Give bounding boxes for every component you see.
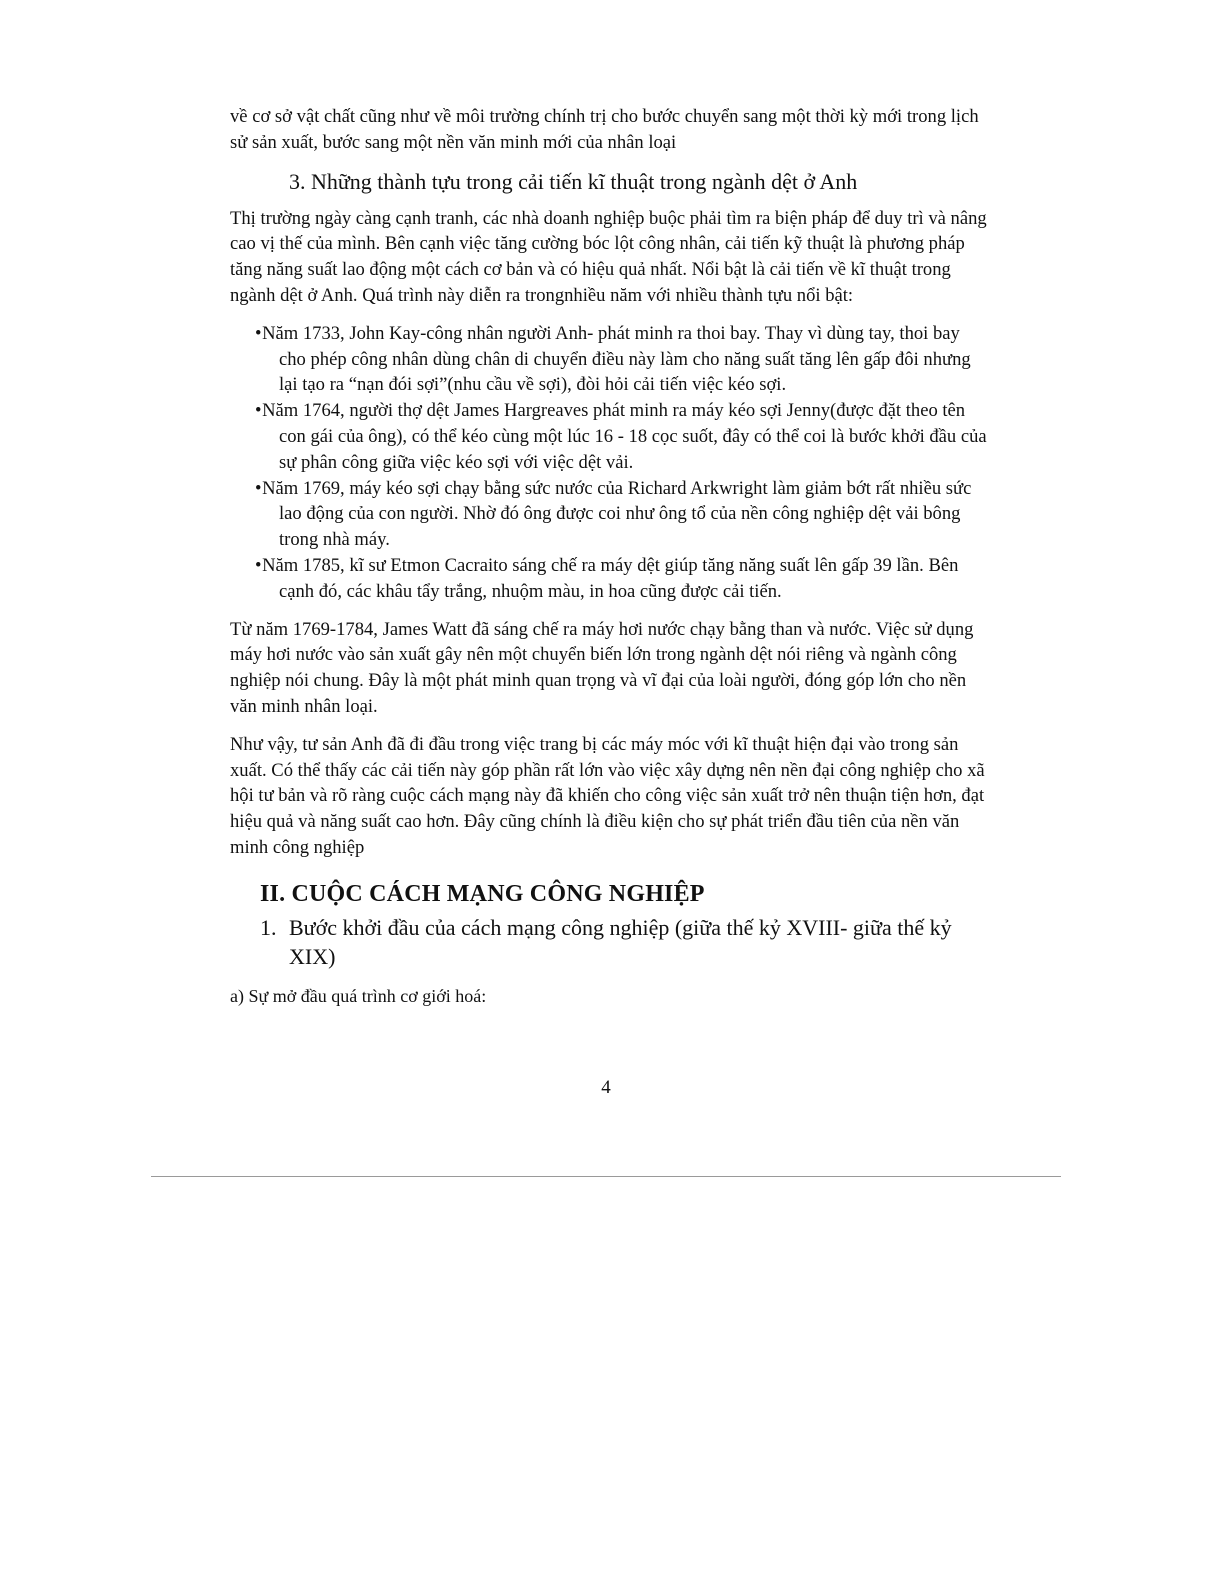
list-item (230, 321, 990, 398)
intro-paragraph: về cơ sở vật chất cũng như về môi trường chính trị cho bước chuyển sang một thời kỳ mới trong lịch sử sản xuất, bước sang một nền văn minh mới của nhân loại (230, 106, 979, 153)
heading-number: 1. (260, 914, 277, 940)
bullet-icon: • (255, 554, 262, 576)
bullet-icon: • (255, 400, 262, 422)
section-3-heading: 3. Những thành tựu trong cải tiến kĩ thuật trong ngành dệt ở Anh (289, 168, 858, 194)
section-3-paragraph-2: Từ năm 1769-1784, James Watt đã sáng chế ra máy hơi nước chạy bằng than và nước. Việc sử dụng máy hơi nước vào sản xuất gây nên một chuyển biến lớn trong ngành dệt nói riêng và ngành công nghiệp nói chung. Đây là một phát minh quan trọng và vĩ đại của loài người, đóng góp lớn cho nền văn minh nhân loại. (230, 618, 974, 717)
section-ii-1-heading (260, 913, 989, 971)
achievements-list (230, 321, 990, 605)
document-page (230, 104, 990, 1009)
subsection-a-label: a) Sự mở đầu quá trình cơ giới hoá: (230, 985, 487, 1006)
page-number: 4 (601, 1077, 611, 1098)
list-item-text: Năm 1764, người thợ dệt James Hargreaves phát minh ra máy kéo sợi Jenny(được đặt theo tên con gái của ông), có thể kéo cùng một lúc 16 - 18 cọc suốt, đây có thể coi là bước khởi đầu của sự phân công giữa việc kéo sợi với việc dệt vải. (262, 400, 987, 473)
page-divider (151, 1176, 1061, 1177)
bullet-icon: • (255, 322, 262, 344)
heading-text: Bước khởi đầu của cách mạng công nghiệp (giữa thế kỷ XVIII- giữa thế kỷ XIX) (289, 914, 952, 969)
list-item (230, 398, 990, 475)
bullet-icon: • (255, 477, 262, 499)
list-item (230, 476, 990, 553)
section-ii-heading: II. CUỘC CÁCH MẠNG CÔNG NGHIỆP (260, 880, 705, 907)
section-3-paragraph-1: Thị trường ngày càng cạnh tranh, các nhà doanh nghiệp buộc phải tìm ra biện pháp để duy trì và nâng cao vị thế của mình. Bên cạnh việc tăng cường bóc lột công nhân, cải tiến kỹ thuật là phương pháp tăng năng suất lao động một cách cơ bản và có hiệu quả nhất. Nổi bật là cải tiến về kĩ thuật trong ngành dệt ở Anh. Quá trình này diễn ra trongnhiều năm với nhiều thành tựu nổi bật: (230, 207, 987, 306)
list-item (230, 553, 990, 605)
section-3-paragraph-3: Như vậy, tư sản Anh đã đi đầu trong việc trang bị các máy móc với kĩ thuật hiện đại vào trong sản xuất. Có thể thấy các cải tiến này góp phần rất lớn vào việc xây dựng nên nền đại công nghiệp cho xã hội tư bản và rõ ràng cuộc cách mạng này đã khiến cho công việc sản xuất trở nên thuận tiện hơn, đạt hiệu quả và năng suất cao hơn. Đây cũng chính là điều kiện cho sự phát triển đầu tiên của nền văn minh công nghiệp (230, 733, 985, 858)
list-item-text: Năm 1785, kĩ sư Etmon Cacraito sáng chế ra máy dệt giúp tăng năng suất lên gấp 39 lần. Bên cạnh đó, các khâu tẩy trắng, nhuộm màu, in hoa cũng được cải tiến. (262, 554, 959, 602)
list-item-text: Năm 1733, John Kay-công nhân người Anh- phát minh ra thoi bay. Thay vì dùng tay, thoi bay cho phép công nhân dùng chân di chuyển điều này làm cho năng suất tăng lên gấp đôi nhưng lại tạo ra “nạn đói sợi”(nhu cầu về sợi), đòi hỏi cải tiến việc kéo sợi. (262, 322, 971, 396)
list-item-text: Năm 1769, máy kéo sợi chạy bằng sức nước của Richard Arkwright làm giảm bớt rất nhiều sức lao động của con người. Nhờ đó ông được coi như ông tổ của nền công nghiệp dệt vải bông trong nhà máy. (262, 477, 972, 551)
